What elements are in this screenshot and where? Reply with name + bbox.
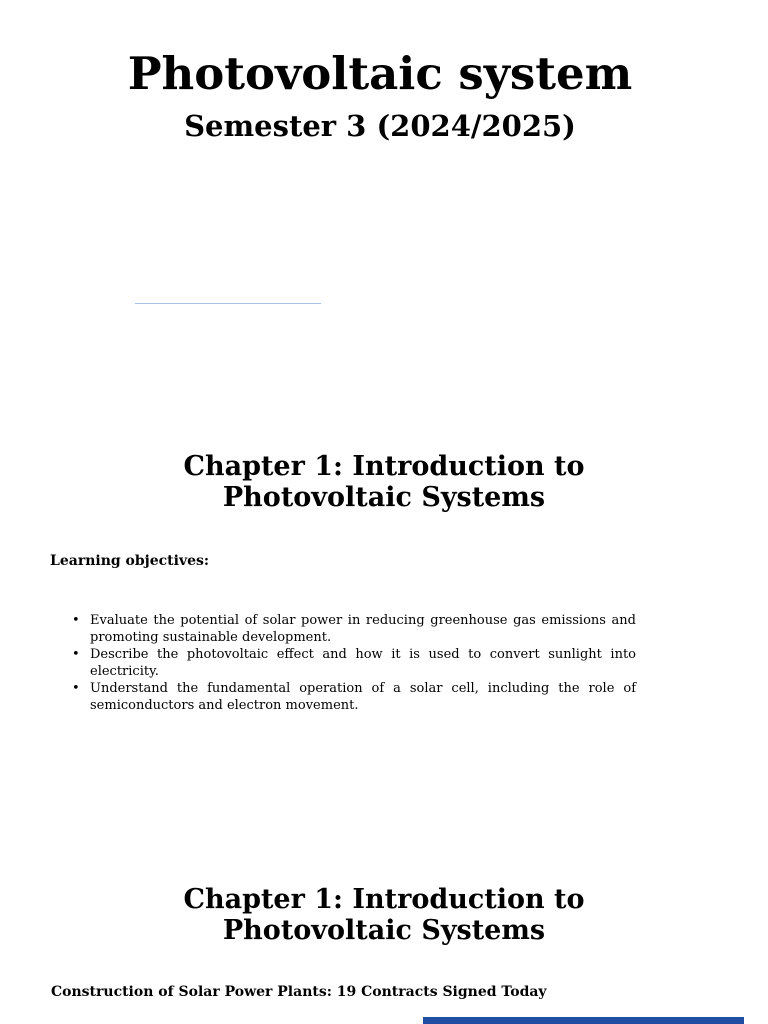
learning-objectives-list <box>70 612 636 714</box>
news-headline: Construction of Solar Power Plants: 19 Contracts Signed Today <box>51 984 547 1000</box>
objective-text: Evaluate the potential of solar power in reducing greenhouse gas emissions and promoting sustainable development. <box>90 613 636 645</box>
chapter-heading-line1: Chapter 1: Introduction to <box>183 451 585 482</box>
chapter-heading-line1: Chapter 1: Introduction to <box>183 884 585 915</box>
chapter-heading-line2: Photovoltaic Systems <box>222 482 546 513</box>
document-title: Photovoltaic system <box>127 47 633 100</box>
chapter-heading <box>0 451 768 513</box>
objective-text: Understand the fundamental operation of a solar cell, including the role of semiconductors and electron movement. <box>90 681 636 713</box>
list-item <box>70 646 636 680</box>
bullet-icon: • <box>72 681 80 696</box>
learning-objectives-label: Learning objectives: <box>50 553 210 569</box>
title-divider <box>135 303 321 304</box>
chapter-heading <box>0 884 768 946</box>
objective-text: Describe the photovoltaic effect and how it is used to convert sunlight into electricity. <box>90 647 636 679</box>
list-item <box>70 680 636 714</box>
bullet-icon: • <box>72 647 80 662</box>
list-item <box>70 612 636 646</box>
bottom-accent-bar <box>423 1017 744 1024</box>
document-subtitle: Semester 3 (2024/2025) <box>184 109 576 143</box>
chapter-heading-line2: Photovoltaic Systems <box>222 915 546 946</box>
bullet-icon: • <box>72 613 80 628</box>
